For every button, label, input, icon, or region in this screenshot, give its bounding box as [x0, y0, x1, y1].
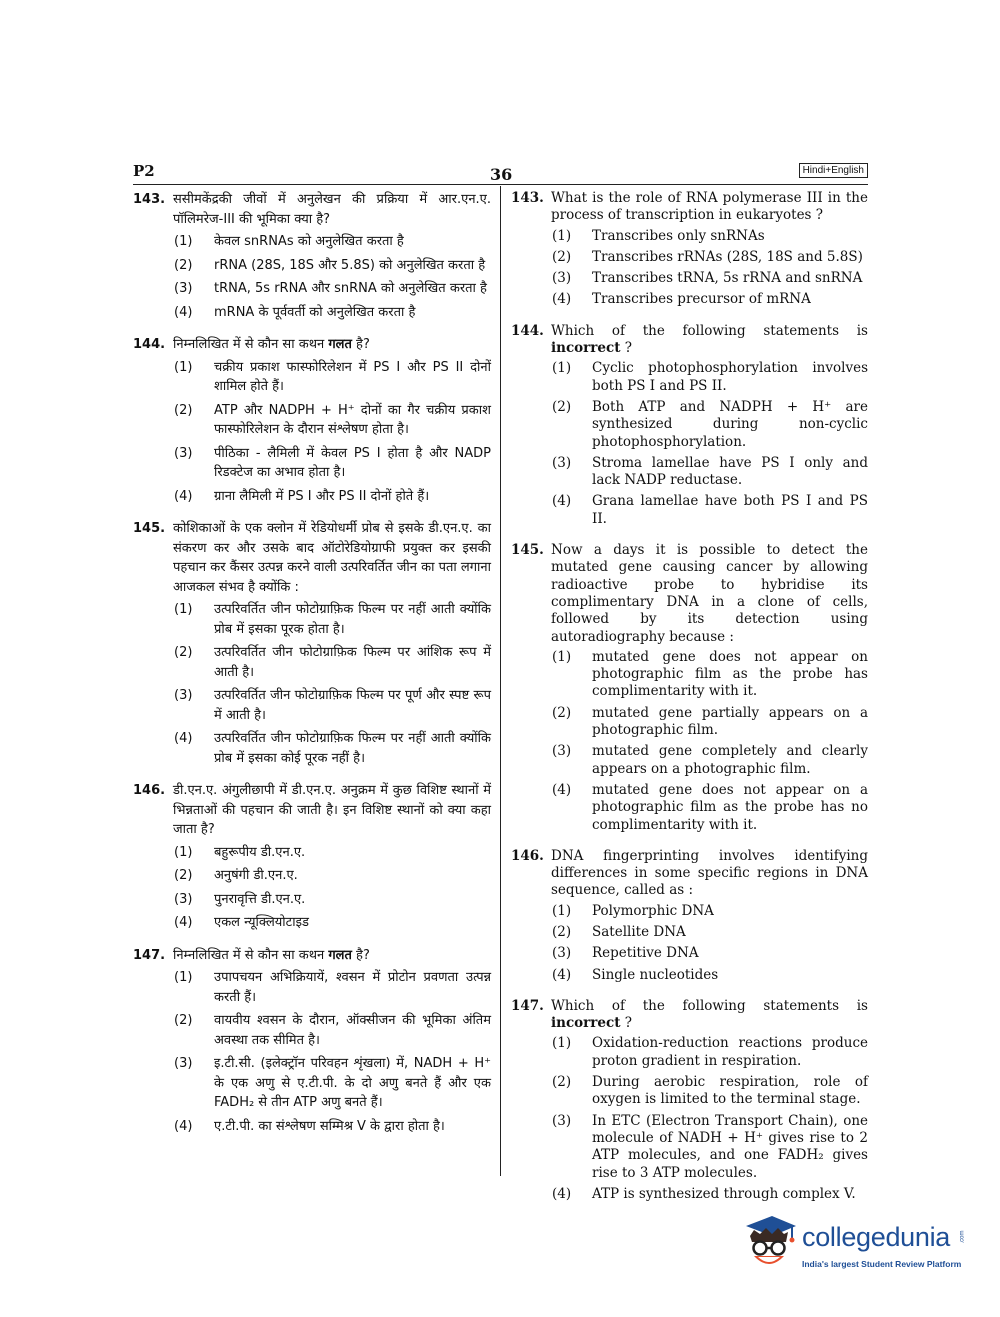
options-list [551, 1035, 868, 1203]
option-number: (4) [174, 915, 193, 930]
option-item [173, 401, 491, 440]
option-number: (3) [174, 1056, 193, 1071]
option-number: (1) [552, 227, 572, 244]
question-number: 144. [511, 322, 544, 339]
option-number: (2) [174, 402, 193, 418]
option-item [173, 729, 491, 768]
option-number: (3) [552, 1112, 572, 1129]
option-text: Grana lamellae have both PS I and PS II. [592, 493, 868, 527]
option-number: (3) [552, 945, 572, 962]
option-text: mutated gene does not appear on a photographic film as the probe has no complimentarity with it. [592, 781, 868, 833]
option-item [551, 967, 868, 984]
question-emphasis: गलत [328, 947, 352, 963]
option-number: (1) [174, 844, 193, 860]
question [511, 998, 868, 1203]
option-text: अनुषंगी डी.एन.ए. [214, 868, 298, 883]
option-text: Polymorphic DNA [592, 902, 714, 919]
options-list [173, 232, 491, 322]
question [133, 519, 491, 768]
question-emphasis: incorrect [551, 340, 621, 357]
page-number: 36 [490, 165, 513, 184]
question-number: 146. [511, 847, 544, 864]
option-number: (4) [552, 1185, 572, 1202]
option-item [173, 279, 491, 299]
option-item [551, 291, 868, 308]
option-number: (1) [174, 359, 193, 375]
option-number: (1) [552, 902, 572, 919]
option-item [551, 270, 868, 287]
option-number: (2) [174, 645, 193, 660]
graduate-mascot-icon [740, 1212, 800, 1274]
option-item [173, 913, 491, 933]
option-item [173, 1011, 491, 1050]
option-text: पीठिका - लैमिली में केवल PS I होता है और NADP रिडक्टेज का अभाव होता है। [214, 445, 491, 480]
question-number: 147. [511, 997, 544, 1014]
option-number: (4) [552, 781, 572, 798]
option-text: rRNA (28S, 18S और 5.8S) को अनुलेखित करता है [214, 257, 486, 273]
question [133, 946, 491, 1137]
option-text: ए.टी.पी. का संश्लेषण सम्मिश्र V के द्वारा होता है। [214, 1118, 445, 1134]
option-item [173, 487, 491, 507]
option-item [173, 643, 491, 682]
question [133, 781, 491, 933]
option-item [173, 968, 491, 1007]
option-text: एकल न्यूक्लियोटाइड [214, 915, 309, 930]
collegedunia-watermark [740, 1212, 966, 1274]
question [511, 323, 868, 528]
option-item [173, 686, 491, 725]
option-text: During aerobic respiration, role of oxygen is limited to the terminal stage. [592, 1074, 868, 1108]
question-text: What is the role of RNA polymerase III in the process of transcription in eukaryotes ? [551, 190, 868, 224]
option-item [551, 782, 868, 834]
options-list [173, 358, 491, 507]
option-number: (4) [174, 488, 193, 504]
question-emphasis: incorrect [551, 1015, 621, 1032]
option-text: उपापचयन अभिक्रियायें, श्वसन में प्रोटोन प्रवणता उत्पन्न करती हैं। [214, 970, 491, 1005]
option-text: चक्रीय प्रकाश फास्फोरिलेशन में PS I और PS II दोनों शामिल होते हैं। [214, 359, 491, 394]
options-list [551, 228, 868, 309]
hindi-column [133, 190, 491, 1149]
option-text: ATP और NADPH + H⁺ दोनों का गैर चक्रीय प्रकाश फास्फोरिलेशन के दौरान संश्लेषण होता है। [214, 402, 491, 437]
option-text: Stroma lamellae have PS I only and lack NADP reductase. [592, 454, 868, 489]
option-text: Cyclic photophosphorylation involves both PS I and PS II. [592, 360, 868, 394]
option-text: उत्परिवर्तित जीन फोटोग्राफ़िक फिल्म पर नहीं आती क्योंकि प्रोब में इसका पूरक होता है। [214, 602, 491, 637]
option-number: (4) [552, 291, 572, 308]
option-number: (4) [174, 731, 193, 746]
option-item [551, 360, 868, 395]
option-text: mutated gene does not appear on photographic film as the probe has complimentarity with it. [592, 648, 868, 700]
option-number: (2) [552, 704, 572, 721]
option-text: Single nucleotides [592, 966, 719, 983]
option-text: Transcribes tRNA, 5s rRNA and snRNA [592, 270, 863, 287]
options-list [173, 600, 491, 768]
option-text: ग्राना लैमिली में PS I और PS II दोनों होते हैं। [214, 488, 430, 504]
option-text: mutated gene partially appears on a photographic film. [592, 704, 868, 739]
watermark-tagline: India's largest Student Review Platform [802, 1259, 962, 1269]
option-text: mutated gene completely and clearly appears on a photographic film. [592, 743, 868, 777]
option-number: (4) [552, 493, 572, 510]
option-item [551, 945, 868, 962]
question [133, 190, 491, 322]
question [511, 190, 868, 309]
question-number: 143. [511, 190, 544, 206]
question-text: कोशिकाओं के एक क्लोन में रेडियोधर्मी प्रोब से इसके डी.एन.ए. का संकरण कर और उसके बाद ऑटोरेडियोग्राफी प्रयुक्त कर इसकी पहचान कर कैंसर उत्पन्न करने वाली उत्परिवर्तित जीन का पता लगाना आजकल संभव है क्योंकि : [173, 521, 491, 595]
option-number: (2) [552, 923, 572, 940]
english-column [511, 190, 868, 1217]
option-item [551, 743, 868, 778]
option-number: (3) [174, 281, 193, 296]
option-number: (3) [552, 454, 572, 471]
option-number: (3) [174, 445, 193, 461]
option-item [551, 649, 868, 701]
question-number: 145. [511, 542, 544, 559]
option-item [551, 249, 868, 266]
option-number: (4) [174, 1118, 193, 1134]
question-text-part: Which of the following statements is [551, 322, 868, 339]
question-text-part: है? [351, 947, 370, 963]
question-text-part: है? [351, 337, 370, 352]
option-item [551, 493, 868, 528]
option-number: (2) [552, 1074, 572, 1091]
option-item [173, 232, 491, 252]
option-item [173, 843, 491, 863]
option-number: (2) [174, 868, 193, 883]
option-text: Transcribes rRNAs (28S, 18S and 5.8S) [592, 248, 863, 265]
question-text: Now a days it is possible to detect the mutated gene causing cancer by allowing radioactive probe to hybridise its complimentary DNA in a clone of cells, followed by its detection using autoradiography because : [551, 542, 868, 645]
question-number: 147. [133, 947, 166, 963]
watermark-domain: .com [959, 1230, 966, 1244]
option-item [173, 600, 491, 639]
option-text: Satellite DNA [592, 923, 686, 940]
option-item [173, 358, 491, 397]
question-text-part: निम्नलिखित में से कौन सा कथन [173, 337, 329, 352]
header-divider [133, 184, 868, 185]
option-text: Both ATP and NADPH + H⁺ are synthesized during non-cyclic photophosphorylation. [592, 398, 868, 450]
option-number: (3) [174, 688, 193, 703]
question-number: 146. [133, 783, 166, 798]
option-number: (1) [552, 648, 572, 665]
question [511, 848, 868, 984]
question-number: 144. [133, 337, 166, 352]
option-item [551, 399, 868, 451]
question-text [551, 998, 868, 1033]
option-item [173, 1054, 491, 1113]
question-number: 143. [133, 192, 166, 207]
option-text: बहुरूपीय डी.एन.ए. [214, 844, 306, 860]
option-text: केवल snRNAs को अनुलेखित करता है [214, 234, 404, 249]
option-number: (2) [552, 248, 572, 265]
question-text: DNA fingerprinting involves identifying differences in some specific regions in DNA sequence, called as : [551, 847, 868, 899]
option-item [173, 890, 491, 910]
option-item [173, 866, 491, 886]
option-number: (3) [552, 270, 572, 287]
option-item [551, 705, 868, 740]
option-text: इ.टी.सी. (इलेक्ट्रॉन परिवहन शृंखला) में, NADH + H⁺ के एक अणु से ए.टी.पी. के दो अणु बनते हैं और एक FADH₂ से तीन ATP अणु बनते हैं। [214, 1056, 491, 1110]
option-text: Transcribes only snRNAs [592, 227, 765, 244]
question-number: 145. [133, 521, 166, 536]
option-text: उत्परिवर्तित जीन फोटोग्राफ़िक फिल्म पर नहीं आती क्योंकि प्रोब में इसका कोई पूरक नहीं है। [214, 731, 491, 766]
question [511, 542, 868, 834]
option-item [551, 228, 868, 245]
options-list [551, 360, 868, 528]
option-item [551, 1074, 868, 1109]
options-list [551, 649, 868, 834]
option-item [551, 1186, 868, 1203]
option-number: (4) [174, 304, 193, 320]
option-text: Oxidation-reduction reactions produce proton gradient in respiration. [592, 1035, 868, 1069]
language-badge: Hindi+English [799, 163, 868, 178]
option-text: ATP is synthesized through complex V. [592, 1185, 856, 1202]
question-text [551, 323, 868, 358]
option-item [173, 444, 491, 483]
column-divider [500, 186, 501, 1176]
option-number: (2) [174, 1013, 193, 1028]
option-item [551, 1113, 868, 1182]
option-text: Repetitive DNA [592, 945, 699, 962]
question-emphasis: गलत [328, 337, 352, 352]
option-text: पुनरावृत्ति डी.एन.ए. [214, 891, 306, 907]
option-item [173, 303, 491, 323]
question-text-part: ? [620, 1015, 632, 1032]
question-text-part: निम्नलिखित में से कौन सा कथन [173, 947, 329, 963]
option-item [173, 1117, 491, 1137]
question-text [173, 946, 491, 966]
options-list [173, 843, 491, 933]
option-item [551, 903, 868, 920]
option-number: (1) [552, 360, 572, 377]
question-text: ससीमकेंद्रकी जीवों में अनुलेखन की प्रक्रिया में आर.एन.ए. पॉलिमरेज-III की भूमिका क्या है? [173, 192, 491, 227]
option-number: (4) [552, 966, 572, 983]
option-text: वायवीय श्वसन के दौरान, ऑक्सीजन की भूमिका अंतिम अवस्था तक सीमित है। [214, 1013, 491, 1048]
options-list [551, 903, 868, 984]
option-number: (3) [174, 891, 193, 907]
option-number: (3) [552, 743, 572, 760]
watermark-brand-name: collegedunia [802, 1222, 951, 1252]
option-item [551, 1035, 868, 1070]
option-item [551, 455, 868, 490]
question-text-part: Which of the following statements is [551, 997, 868, 1014]
option-number: (1) [552, 1035, 572, 1052]
option-item [173, 256, 491, 276]
option-number: (2) [174, 257, 193, 273]
option-item [551, 924, 868, 941]
option-number: (1) [174, 970, 193, 985]
question-text-part: ? [620, 340, 632, 357]
option-text: tRNA, 5s rRNA और snRNA को अनुलेखित करता है [214, 281, 487, 296]
paper-code: P2 [133, 162, 155, 180]
question [133, 335, 491, 506]
option-text: Transcribes precursor of mRNA [592, 291, 811, 308]
option-number: (2) [552, 398, 572, 415]
question-text: डी.एन.ए. अंगुलीछापी में डी.एन.ए. अनुक्रम में कुछ विशिष्ट स्थानों में भिन्नताओं की पहचान की जाती है। इन विशिष्ट स्थानों को क्या कहा जाता है? [173, 783, 491, 837]
options-list [173, 968, 491, 1136]
option-text: In ETC (Electron Transport Chain), one molecule of NADH + H⁺ gives rise to 2 ATP molecules, and one FADH₂ gives rise to 3 ATP molecules. [592, 1112, 868, 1181]
option-text: उत्परिवर्तित जीन फोटोग्राफ़िक फिल्म पर पूर्ण और स्पष्ट रूप में आती है। [214, 688, 491, 723]
option-text: उत्परिवर्तित जीन फोटोग्राफ़िक फिल्म पर आंशिक रूप में आती है। [214, 645, 491, 680]
option-number: (1) [174, 602, 193, 617]
question-text [173, 335, 491, 355]
option-text: mRNA के पूर्ववर्ती को अनुलेखित करता है [214, 304, 416, 320]
option-number: (1) [174, 234, 193, 249]
